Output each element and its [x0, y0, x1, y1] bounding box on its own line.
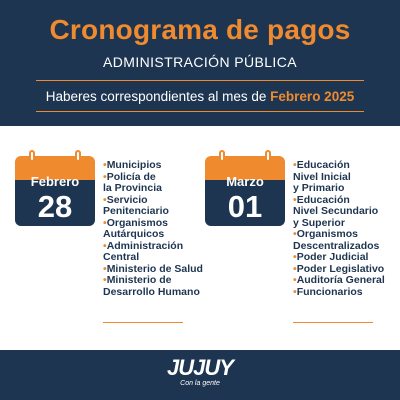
description-prefix: Haberes correspondientes al mes de: [45, 89, 267, 104]
bullet-dot-icon: •: [293, 193, 297, 206]
list-underline: [293, 322, 373, 323]
list-item-text: Policía de: [106, 170, 156, 183]
bullet-dot-icon: •: [293, 159, 297, 171]
bullet-dot-icon: •: [293, 274, 297, 286]
list-item-text: y Superior: [293, 216, 345, 229]
list-item-text: Desarrollo Humano: [103, 285, 200, 298]
list-item-text: Educación: [296, 193, 350, 206]
list-item-text: Organismos: [106, 216, 168, 229]
calendar-month: Febrero: [30, 174, 80, 189]
list-item: [293, 195, 398, 230]
calendar-day: 28: [37, 189, 73, 224]
list-item-text: Descentralizados: [293, 239, 380, 252]
bullet-dot-icon: •: [293, 262, 297, 275]
list-item-text: Funcionarios: [296, 285, 363, 298]
header-banner: [0, 0, 400, 126]
calendar-ring-icon: [219, 150, 225, 162]
list-item-text: Central: [103, 251, 140, 263]
calendar-ring-icon: [265, 150, 271, 162]
list-item-text: Municipios: [106, 159, 162, 171]
page-subtitle: ADMINISTRACIÓN PÚBLICA: [103, 54, 297, 70]
entity-list-second: [293, 160, 398, 298]
list-item-text: la Provincia: [103, 182, 162, 194]
list-item: [103, 195, 213, 218]
entity-list-first: [103, 160, 213, 298]
list-item-text: Ministerio de: [106, 274, 172, 286]
bullet-dot-icon: •: [103, 159, 107, 171]
list-item-text: Servicio: [106, 193, 148, 206]
page-title: Cronograma de pagos: [49, 14, 351, 45]
description: [0, 89, 400, 104]
bullet-dot-icon: •: [103, 170, 107, 183]
bullet-dot-icon: •: [103, 262, 107, 275]
list-item-text: Administración: [106, 239, 184, 252]
jujuy-logo: [160, 357, 240, 387]
calendar-day: 01: [227, 189, 263, 224]
divider-bottom: [36, 111, 364, 112]
calendar-month: Marzo: [226, 174, 264, 189]
calendar-icon-first: [15, 150, 95, 232]
list-item: [103, 275, 213, 298]
list-item-text: y Primario: [293, 182, 345, 194]
list-item: [103, 241, 213, 264]
logo-tagline: Con la gente: [180, 380, 220, 387]
list-item-text: Poder Judicial: [296, 251, 369, 263]
list-item-text: Nivel Inicial: [293, 170, 351, 183]
calendar-ring-icon: [75, 150, 81, 162]
divider-top: [36, 80, 364, 81]
list-item: [103, 218, 213, 241]
bullet-dot-icon: •: [103, 216, 107, 229]
list-item-text: Autárquicos: [103, 228, 165, 240]
list-underline: [103, 322, 183, 323]
bullet-dot-icon: •: [103, 239, 107, 252]
bullet-dot-icon: •: [103, 193, 107, 206]
list-item: [293, 160, 398, 195]
list-item-text: Ministerio de Salud: [106, 262, 203, 275]
list-item: [293, 287, 398, 299]
bullet-dot-icon: •: [103, 274, 107, 286]
list-item-text: Educación: [296, 159, 350, 171]
list-item: [293, 229, 398, 252]
list-item-text: Nivel Secundario: [293, 205, 379, 217]
calendar-ring-icon: [29, 150, 35, 162]
list-item-text: Auditoría General: [296, 274, 385, 286]
bullet-dot-icon: •: [293, 285, 297, 298]
description-highlight: Febrero 2025: [270, 89, 355, 104]
list-item: [103, 172, 213, 195]
calendar-icon-second: [205, 150, 285, 232]
list-item-text: Organismos: [296, 228, 358, 240]
bullet-dot-icon: •: [293, 228, 297, 240]
bullet-dot-icon: •: [293, 251, 297, 263]
logo-wordmark: JUJUY: [167, 355, 233, 380]
list-item-text: Penitenciario: [103, 205, 169, 217]
list-item-text: Poder Legislativo: [296, 262, 385, 275]
